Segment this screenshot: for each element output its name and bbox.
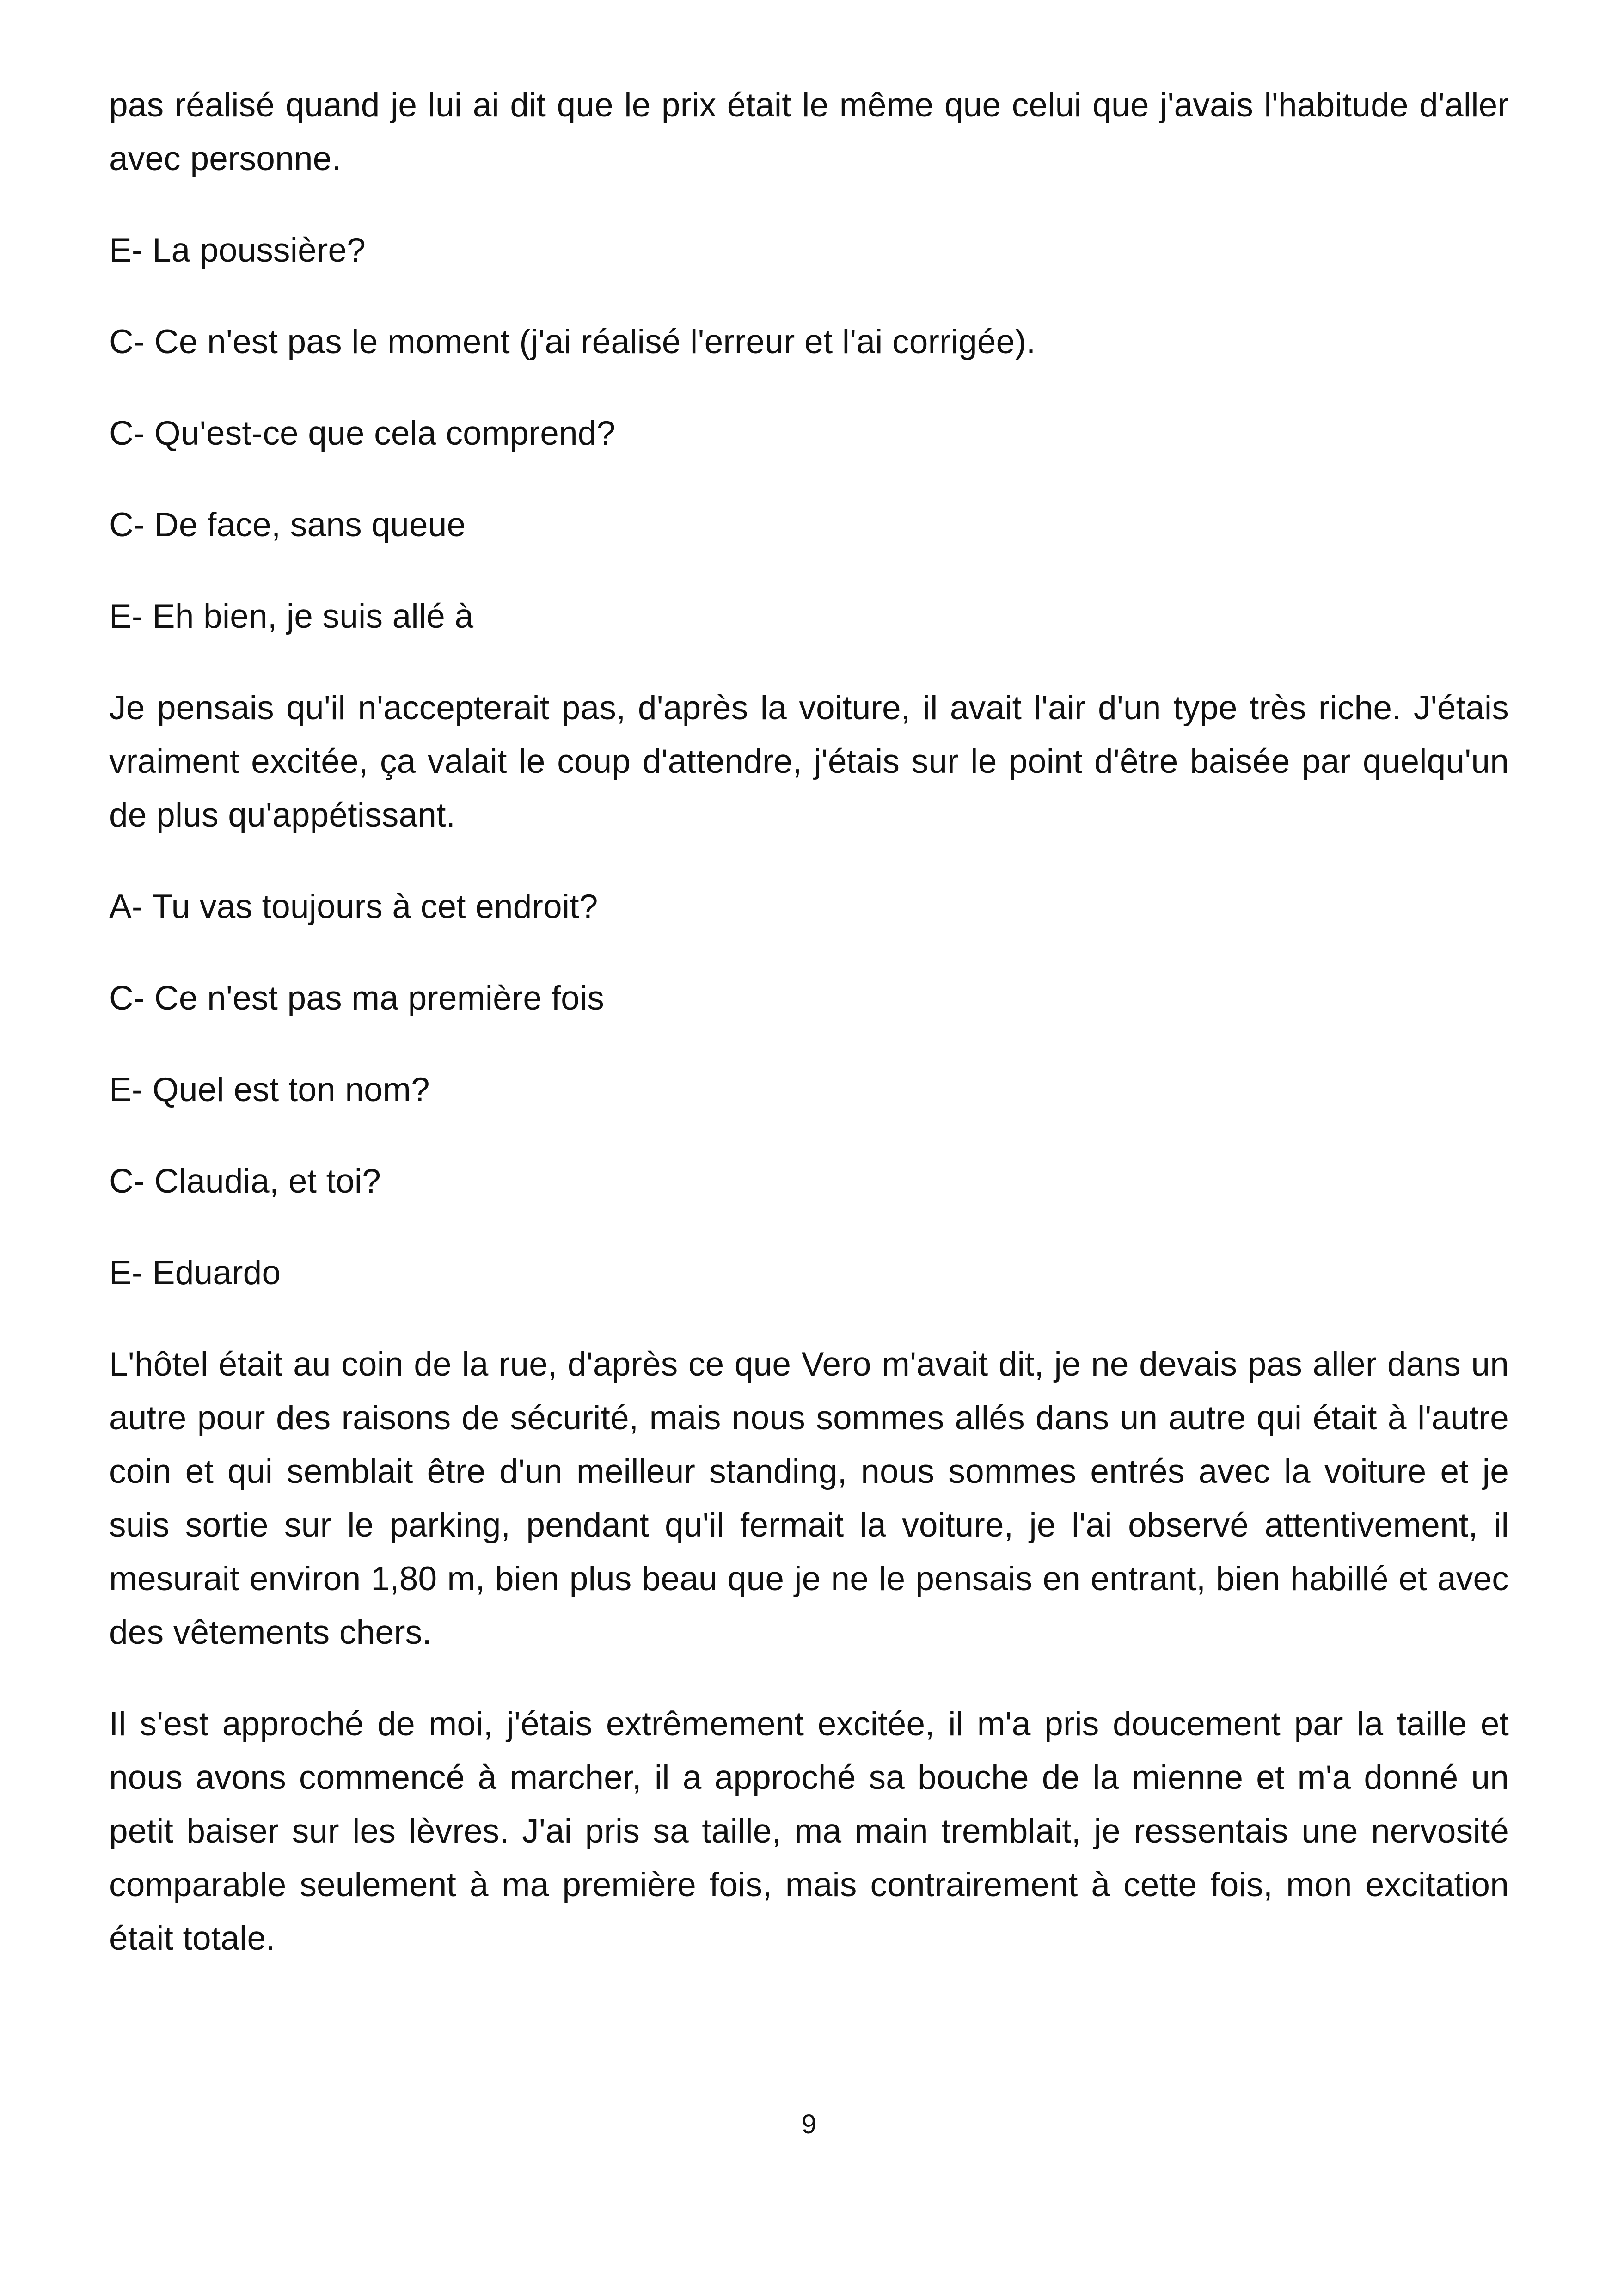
paragraph-2: Je pensais qu'il n'accepterait pas, d'après la voiture, il avait l'air d'un type très riche. J'étais vraiment excitée, ça valait le coup d'attendre, j'étais sur le point d'être baisée par quelqu'un de plus qu'appétissant.: [109, 689, 1509, 834]
dialogue-line-5: E- Eh bien, je suis allé à: [109, 598, 474, 635]
dialogue-line-6: A- Tu vas toujours à cet endroit?: [109, 888, 598, 925]
dialogue-line-8: E- Quel est ton nom?: [109, 1071, 430, 1108]
dialogue-line-10: E- Eduardo: [109, 1254, 281, 1292]
page-number: 9: [801, 2109, 817, 2139]
dialogue-line-9: C- Claudia, et toi?: [109, 1163, 381, 1200]
dialogue-line-1: E- La poussière?: [109, 232, 366, 269]
dialogue-line-4: C- De face, sans queue: [109, 506, 466, 544]
paragraph-3: L'hôtel était au coin de la rue, d'après ce que Vero m'avait dit, je ne devais pas aller dans un autre pour des raisons de sécurité, mais nous sommes allés dans un autre qui était à l'autre coin et qui semblait être d'un meilleur standing, nous sommes entrés avec la voiture et je suis sortie sur le parking, pendant qu'il fermait la voiture, je l'ai observé attentivement, il mesurait environ 1,80 m, bien plus beau que je ne le pensais en entrant, bien habillé et avec des vêtements chers.: [109, 1346, 1509, 1651]
paragraph-1: pas réalisé quand je lui ai dit que le prix était le même que celui que j'avais l'habitude d'aller avec personne.: [109, 86, 1509, 178]
dialogue-line-2: C- Ce n'est pas le moment (j'ai réalisé l'erreur et l'ai corrigée).: [109, 323, 1036, 361]
dialogue-line-3: C- Qu'est-ce que cela comprend?: [109, 415, 616, 452]
paragraph-4: Il s'est approché de moi, j'étais extrêmement excitée, il m'a pris doucement par la taille et nous avons commencé à marcher, il a approché sa bouche de la mienne et m'a donné un petit baiser sur les lèvres. J'ai pris sa taille, ma main tremblait, je ressentais une nervosité comparable seulement à ma première fois, mais contrairement à cette fois, mon excitation était totale.: [109, 1705, 1509, 1957]
page-body: [109, 79, 1509, 2003]
dialogue-line-7: C- Ce n'est pas ma première fois: [109, 980, 605, 1017]
